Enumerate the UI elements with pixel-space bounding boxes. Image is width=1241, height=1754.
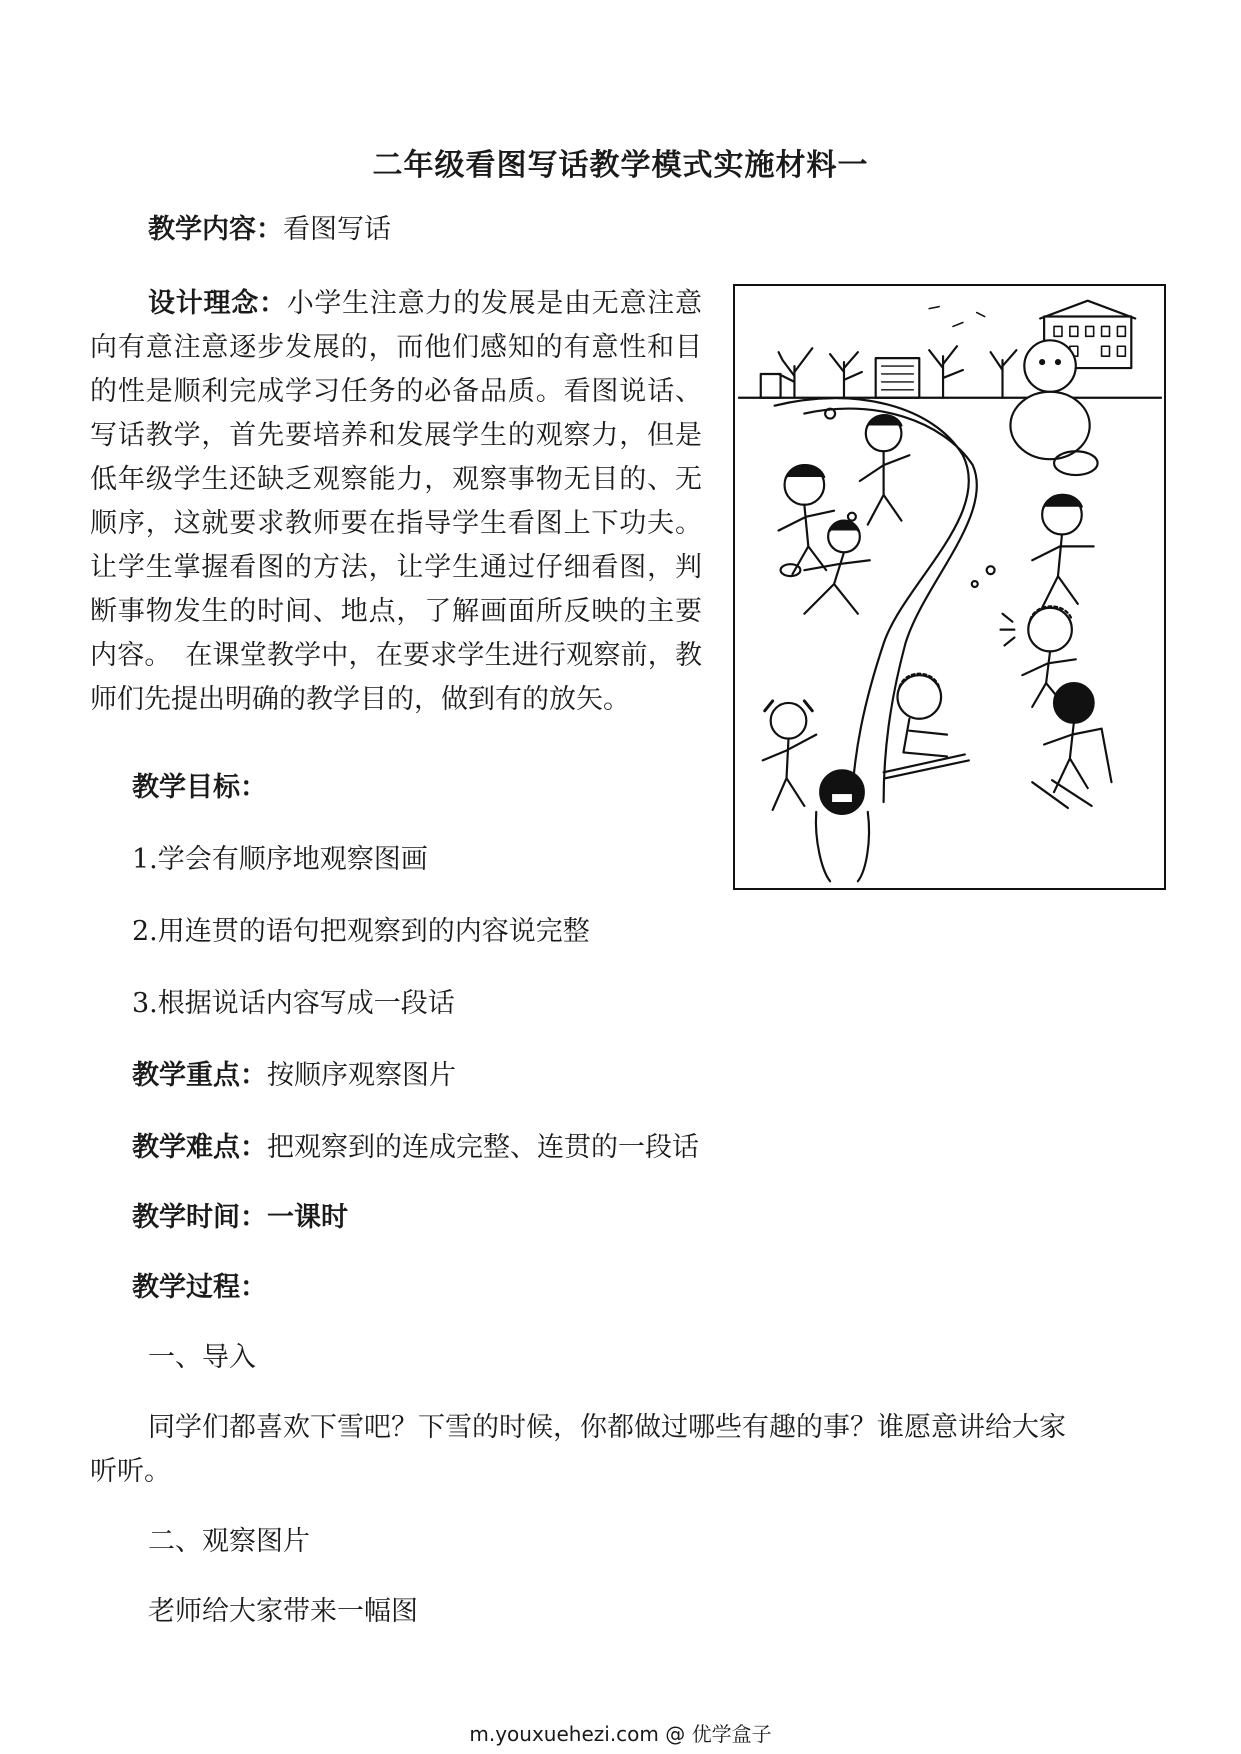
difficulty-label: 教学难点： xyxy=(132,1132,267,1163)
goal-item-3: 3.根据说话内容写成一段话 xyxy=(132,988,455,1019)
section2-heading: 二、观察图片 xyxy=(148,1526,310,1557)
process-label: 教学过程： xyxy=(132,1272,267,1303)
teaching-content xyxy=(148,208,391,252)
section1-text-line1: 同学们都喜欢下雪吧？下雪的时候，你都做过哪些有趣的事？谁愿意讲给大家 xyxy=(148,1412,1066,1443)
teaching-time xyxy=(132,1196,348,1240)
footer-watermark: m.youxuehezi.com @ 优学盒子 xyxy=(469,1722,772,1746)
goals-label: 教学目标： xyxy=(132,772,267,803)
difficulty-value: 把观察到的连成完整、连贯的一段话 xyxy=(267,1132,699,1163)
difficulty xyxy=(132,1126,699,1170)
section1-text-line2: 听听。 xyxy=(90,1456,171,1487)
section2-text: 老师给大家带来一幅图 xyxy=(148,1596,418,1627)
goal-item-2: 2.用连贯的语句把观察到的内容说完整 xyxy=(132,916,590,947)
snow-play-illustration xyxy=(733,284,1166,890)
design-theory xyxy=(90,282,702,722)
design-theory-text: 小学生注意力的发展是由无意注意向有意注意逐步发展的，而他们感知的有意性和目的性是顺利完成学习任务的必备品质。看图说话、写话教学，首先要培养和发展学生的观察力，但是低年级学生还缺乏观察能力，观察事物无目的、无顺序，这就要求教师要在指导学生看图上下功夫。让学生掌握看图的方法，让学生通过仔细看图，判断事物发生的时间、地点，了解画面所反映的主要内容。 在课堂教学中，在要求学生进行观察前，教师们先提出明确的教学目的，做到有的放矢。 xyxy=(90,288,703,715)
design-theory-label: 设计理念： xyxy=(148,288,287,319)
section1-heading: 一、导入 xyxy=(148,1342,256,1373)
process-heading xyxy=(132,1266,267,1310)
key-point-label: 教学重点： xyxy=(132,1060,267,1091)
teaching-time-value: 一课时 xyxy=(267,1202,348,1233)
goal-item-1: 1.学会有顺序地观察图画 xyxy=(132,844,428,875)
goals-heading xyxy=(132,766,267,810)
key-point-value: 按顺序观察图片 xyxy=(267,1060,456,1091)
teaching-content-label: 教学内容： xyxy=(148,214,283,245)
key-point xyxy=(132,1054,456,1098)
teaching-time-label: 教学时间： xyxy=(132,1202,267,1233)
document-title: 二年级看图写话教学模式实施材料一 xyxy=(372,148,869,183)
teaching-content-value: 看图写话 xyxy=(283,214,391,245)
